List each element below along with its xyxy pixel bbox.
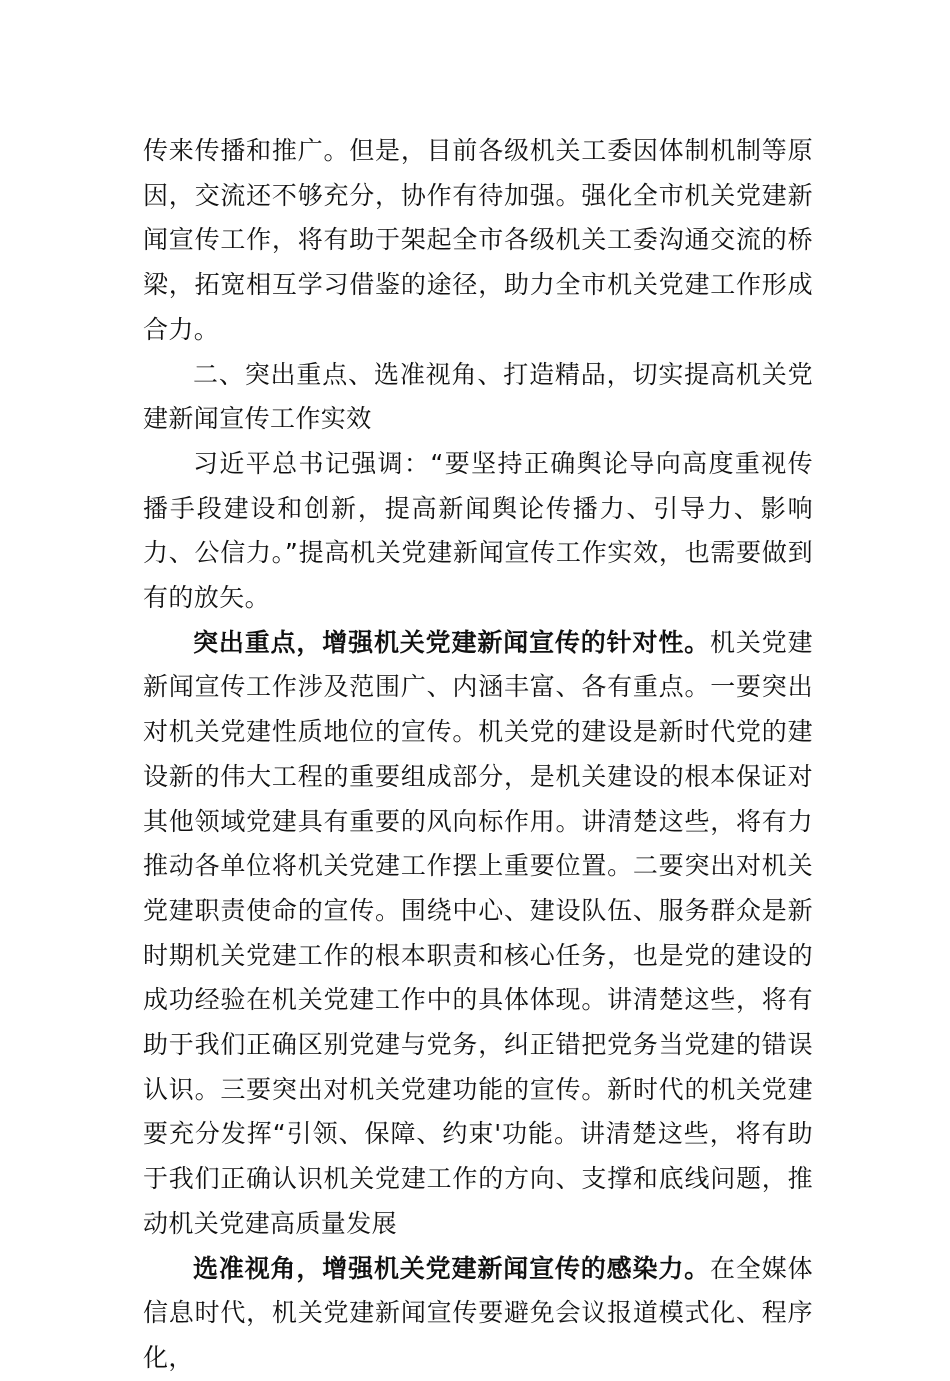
paragraph-text: 在全媒体信息时代，机关党建新闻宣传要避免会议报道模式化、程序化， [143,1253,813,1372]
quote-paragraph [143,442,813,621]
section-heading-text: 二、突出重点、选准视角、打造精品，切实提高机关党建新闻宣传工作实效 [143,359,813,434]
paragraph [143,621,813,1247]
document-body [143,129,813,1381]
bold-lead-sentence: 选准视角，增强机关党建新闻宣传的感染力。 [193,1253,711,1283]
paragraph-text: 习近平总书记强调：“要坚持正确舆论导向高度重视传播手段建设和创新，提高新闻舆论传播力、引导力、影响力、公信力。”提高机关党建新闻宣传工作实效，也需要做到有的放矢。 [143,448,813,613]
paragraph [143,1247,813,1381]
paragraph [143,129,813,353]
section-heading [143,353,813,442]
paragraph-text: 传来传播和推广。但是，目前各级机关工委因体制机制等原因，交流还不够充分，协作有待加强。强化全市机关党建新闻宣传工作，将有助于架起全市各级机关工委沟通交流的桥梁，拓宽相互学习借鉴的途径，助力全市机关党建工作形成合力。 [143,136,813,344]
paragraph-text: 机关党建新闻宣传工作涉及范围广、内涵丰富、各有重点。一要突出对机关党建性质地位的宣传。机关党的建设是新时代党的建设新的伟大工程的重要组成部分，是机关建设的根本保证对其他领域党建具有重要的风向标作用。讲清楚这些，将有力推动各单位将机关党建工作摆上重要位置。二要突出对机关党建职责使命的宣传。围绕中心、建设队伍、服务群众是新时期机关党建工作的根本职责和核心任务，也是党的建设的成功经验在机关党建工作中的具体体现。讲清楚这些，将有助于我们正确区别党建与党务，纠正错把党务当党建的错误认识。三要突出对机关党建功能的宣传。新时代的机关党建要充分发挥“引领、保障、约束'功能。讲清楚这些，将有助于我们正确认识机关党建工作的方向、支撑和底线问题，推动机关党建高质量发展 [143,627,813,1238]
bold-lead-sentence: 突出重点，增强机关党建新闻宣传的针对性。 [193,627,711,657]
